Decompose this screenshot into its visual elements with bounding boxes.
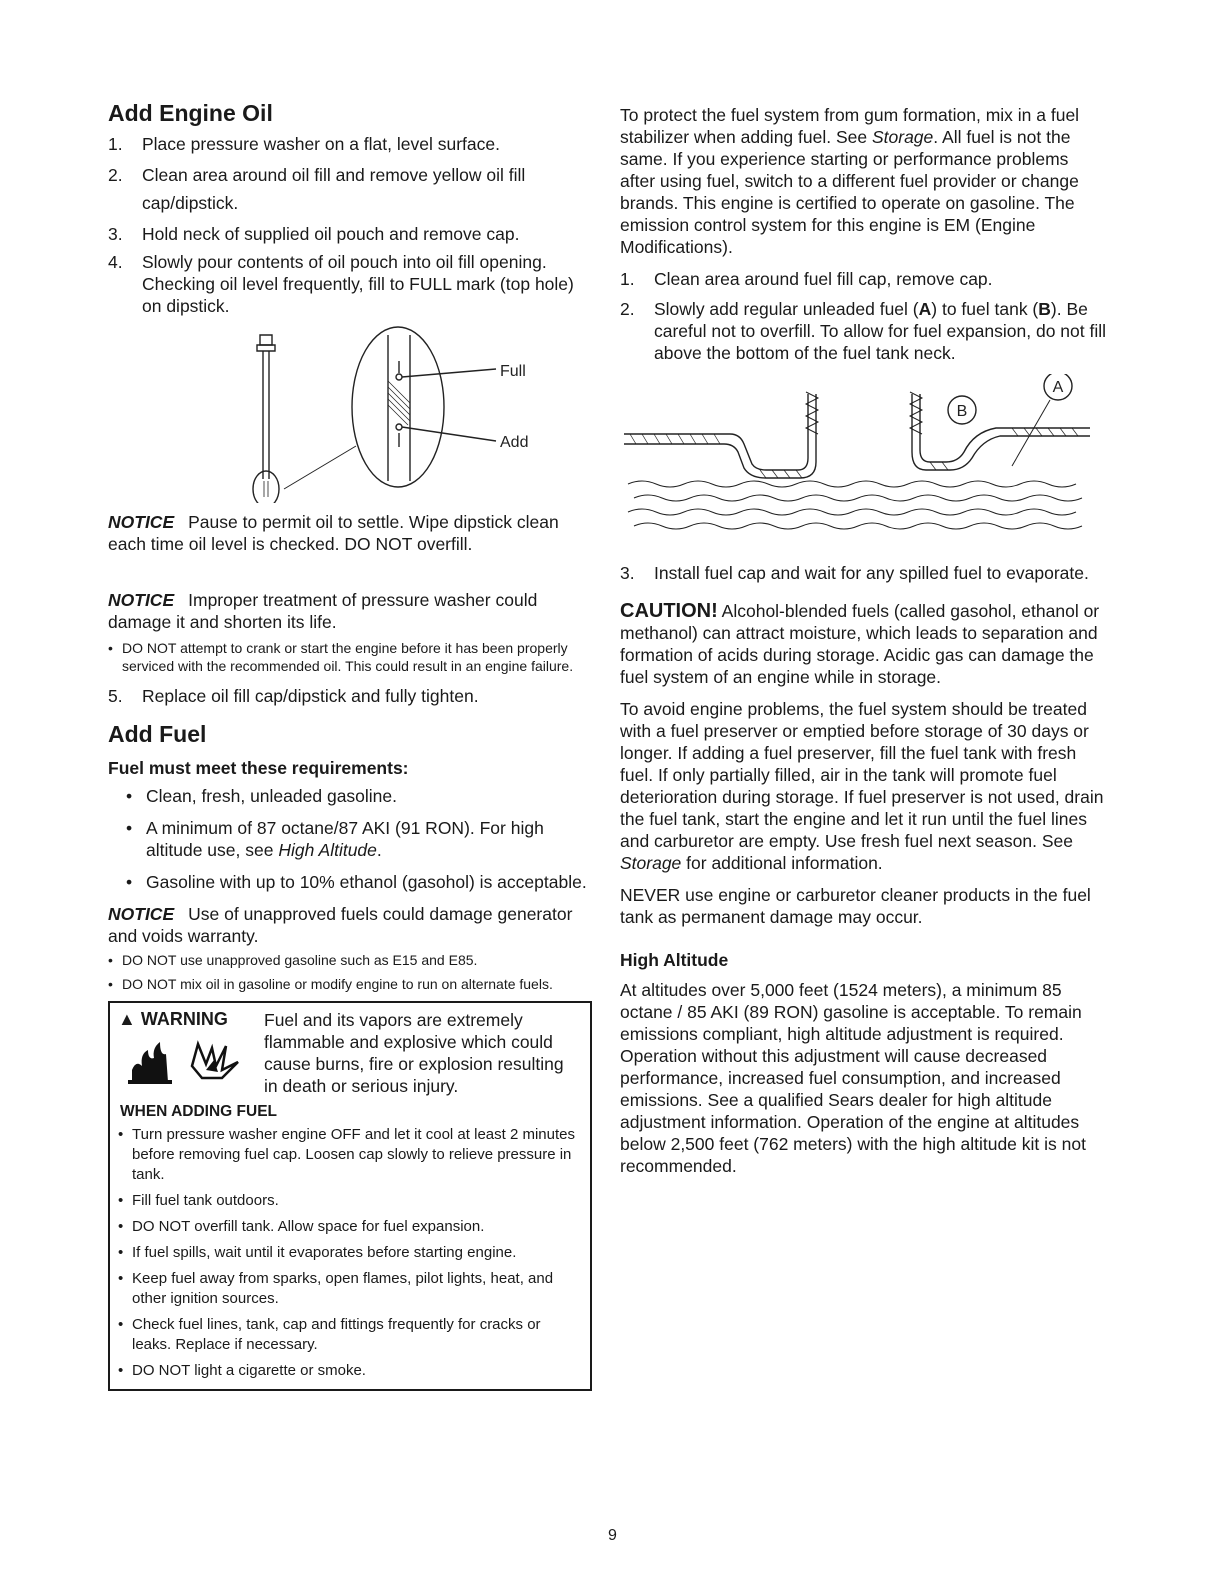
- requirement-text-end: .: [376, 840, 382, 860]
- add-fuel-heading: Add Fuel: [108, 721, 207, 747]
- step-number: 2.: [108, 165, 123, 185]
- intro-text-start: To protect the fuel system from gum formation, mix in a fuel stabilizer when adding fuel. See: [620, 105, 1080, 147]
- warning-box: [108, 1001, 592, 1391]
- step-text: Clean area around fuel fill cap, remove cap.: [654, 269, 993, 289]
- tank-callout-b: B: [1038, 299, 1051, 319]
- step-number: 2.: [620, 299, 635, 319]
- step-text: Slowly pour contents of oil pouch into oil fill opening. Checking oil level frequently, fill to FULL mark (top hole) on dipstick.: [142, 252, 574, 316]
- left-column: [108, 100, 588, 1391]
- bullet-dot: •: [118, 1192, 124, 1209]
- bullet-dot: •: [118, 1244, 124, 1261]
- fuel-step-1: [620, 268, 1108, 290]
- bullet-text: DO NOT light a cigarette or smoke.: [132, 1362, 366, 1379]
- bullet-dot: •: [108, 952, 113, 968]
- never-paragraph: NEVER use engine or carburetor cleaner products in the fuel tank as permanent damage may occur.: [620, 885, 1091, 927]
- avoid-text-end: for additional information.: [681, 853, 883, 873]
- right-column: [620, 104, 1108, 1177]
- fuel-step-3: [620, 562, 1108, 584]
- fuel-label-a: A: [1052, 379, 1064, 396]
- fuel-requirement: [126, 817, 588, 861]
- notice-bullet: [108, 951, 588, 969]
- step-text: Place pressure washer on a flat, level surface.: [142, 134, 500, 154]
- bullet-dot: •: [118, 1218, 124, 1235]
- high-altitude-paragraph: At altitudes over 5,000 feet (1524 meters), a minimum 85 octane / 85 AKI (89 RON) gasoline is acceptable. To remain emissions compliant, high altitude adjustment is required. Operation without this adjustment will cause decreased performance, increased fuel consumption, and increased emissions. See a qualified Sears dealer for high altitude adjustment information. Operation of the engine at altitudes below 2,500 feet (762 meters) with the high altitude kit is not recommended.: [620, 980, 1086, 1176]
- storage-reference: Storage: [620, 853, 682, 873]
- notice-settle: [108, 511, 588, 555]
- notice-text: Pause to permit oil to settle. Wipe dipstick clean each time oil level is checked. DO NOT overfill.: [108, 512, 559, 554]
- when-adding-fuel-heading: WHEN ADDING FUEL: [120, 1103, 277, 1120]
- bullet-text: Turn pressure washer engine OFF and let it cool at least 2 minutes before removing fuel cap. Loosen cap slowly to relieve pressure in tank.: [132, 1126, 575, 1183]
- avoid-problems-paragraph: [620, 698, 1108, 874]
- oil-step-4: [108, 251, 588, 317]
- requirement-text: Clean, fresh, unleaded gasoline.: [146, 786, 398, 806]
- step-text-part: ) to fuel tank (: [931, 299, 1039, 319]
- oil-step-2: [108, 161, 588, 217]
- warning-bullet: [118, 1191, 582, 1211]
- oil-step-5: [108, 685, 588, 707]
- warning-bullet: [118, 1217, 582, 1237]
- bullet-dot: •: [118, 1126, 124, 1143]
- storage-reference: Storage: [871, 127, 934, 147]
- caution-label: CAUTION!: [620, 600, 718, 622]
- add-engine-oil-heading: Add Engine Oil: [108, 100, 273, 126]
- step-text-part: Slowly add regular unleaded fuel (: [654, 299, 919, 319]
- bullet-text: If fuel spills, wait until it evaporates before starting engine.: [132, 1244, 517, 1261]
- notice-unapproved-fuels: [108, 903, 588, 947]
- bullet-text: Keep fuel away from sparks, open flames, pilot lights, heat, and other ignition sources.: [132, 1270, 554, 1307]
- high-altitude-reference: High Altitude: [278, 840, 377, 860]
- fuel-requirement: [126, 871, 588, 893]
- fuel-requirement: [126, 785, 588, 807]
- bullet-dot: •: [126, 786, 133, 806]
- warning-bullet: [118, 1243, 582, 1263]
- warning-label-text: WARNING: [140, 1009, 228, 1029]
- warning-header: [118, 1009, 582, 1097]
- notice-label: NOTICE: [108, 904, 175, 924]
- bullet-text: DO NOT mix oil in gasoline or modify engine to run on alternate fuels.: [122, 976, 553, 992]
- tank-label-b: B: [956, 403, 968, 420]
- bullet-text: DO NOT attempt to crank or start the engine before it has been properly serviced with the recommended oil. This could result in an engine failure.: [122, 640, 574, 674]
- requirement-text: [146, 817, 588, 861]
- bullet-dot: •: [118, 1362, 124, 1379]
- warning-bullet: [118, 1315, 582, 1355]
- fuel-intro: [620, 104, 1108, 258]
- fuel-tank-diagram: [620, 374, 1108, 544]
- notice-text: Use of unapproved fuels could damage generator and voids warranty.: [108, 904, 573, 946]
- fire-explosion-icon: [118, 1030, 248, 1086]
- warning-bullet: [118, 1361, 582, 1381]
- fuel-step-2: [620, 298, 1108, 364]
- add-mark-label: Add: [500, 434, 529, 451]
- step-number: 1.: [620, 269, 635, 289]
- dipstick-diagram: [108, 321, 588, 503]
- step-text: Hold neck of supplied oil pouch and remove cap.: [142, 224, 520, 244]
- bullet-text: DO NOT use unapproved gasoline such as E15 and E85.: [122, 952, 478, 968]
- step-number: 3.: [620, 563, 635, 583]
- warning-text: Fuel and its vapors are extremely flammable and explosive which could cause burns, fire or explosion resulting in death or serious injury.: [264, 1010, 564, 1096]
- notice-label: NOTICE: [108, 590, 175, 610]
- step-text: Replace oil fill cap/dipstick and fully tighten.: [142, 686, 479, 706]
- step-text: [654, 298, 1108, 364]
- warning-label: [118, 1009, 264, 1030]
- avoid-text-start: To avoid engine problems, the fuel system should be treated with a fuel preserver or emptied before storage of 30 days or longer. If adding a fuel preserver, fill the fuel tank with fresh fuel. If only partially filled, air in the tank will promote fuel deterioration during storage. If fuel preserver is not used, drain the fuel tank, start the engine and let it run until the fuel lines and carburetor are empty. Use fresh fuel next season. See: [620, 699, 1104, 851]
- fuel-requirements-heading: Fuel must meet these requirements:: [108, 758, 409, 778]
- step-number: 4.: [108, 252, 123, 272]
- high-altitude-heading: High Altitude: [620, 950, 729, 970]
- bullet-text: Check fuel lines, tank, cap and fittings frequently for cracks or leaks. Replace if necessary.: [132, 1316, 541, 1353]
- warning-bullet: [118, 1125, 582, 1185]
- bullet-dot: •: [108, 640, 113, 656]
- step-number: 1.: [108, 134, 123, 154]
- notice-bullet: [108, 639, 588, 675]
- notice-text: Improper treatment of pressure washer could damage it and shorten its life.: [108, 590, 538, 632]
- page-number: 9: [608, 1527, 617, 1544]
- warning-bullet: [118, 1269, 582, 1309]
- notice-bullet: [108, 975, 588, 993]
- oil-step-3: [108, 223, 588, 245]
- requirement-text: Gasoline with up to 10% ethanol (gasohol) is acceptable.: [146, 872, 587, 892]
- step-text: Clean area around oil fill and remove yellow oil fill cap/dipstick.: [142, 165, 526, 213]
- intro-text-end: . All fuel is not the same. If you experience starting or performance problems after using fuel, switch to a different fuel provider or change brands. This engine is certified to operate on gasoline. The emission control system for this engine is EM (Engine Modifications).: [620, 127, 1079, 257]
- requirement-text-start: A minimum of 87 octane/87 AKI (91 RON). For high altitude use, see: [146, 818, 544, 860]
- warning-triangle-icon: ▲: [118, 1009, 136, 1029]
- step-number: 5.: [108, 686, 123, 706]
- step-text: Install fuel cap and wait for any spilled fuel to evaporate.: [654, 563, 1089, 583]
- bullet-dot: •: [118, 1316, 124, 1333]
- full-mark-label: Full: [500, 363, 526, 380]
- notice-label: NOTICE: [108, 512, 175, 532]
- caution-paragraph: [620, 600, 1108, 688]
- notice-improper: [108, 589, 588, 633]
- bullet-dot: •: [126, 818, 133, 838]
- caution-text: Alcohol-blended fuels (called gasohol, ethanol or methanol) can attract moisture, which leads to separation and formation of acids during storage. Acidic gas can damage the fuel system of an engine while in storage.: [620, 601, 1100, 687]
- fuel-callout-a: A: [918, 299, 932, 319]
- oil-step-1: [108, 133, 588, 155]
- bullet-text: DO NOT overfill tank. Allow space for fuel expansion.: [132, 1218, 485, 1235]
- warning-label-block: [118, 1009, 264, 1097]
- bullet-dot: •: [118, 1270, 124, 1287]
- step-number: 3.: [108, 224, 123, 244]
- bullet-dot: •: [108, 976, 113, 992]
- bullet-dot: •: [126, 872, 133, 892]
- step-text-part: ). Be careful not to overfill. To allow for fuel expansion, do not fill above the bottom of the fuel tank neck.: [654, 299, 1107, 363]
- bullet-text: Fill fuel tank outdoors.: [132, 1192, 279, 1209]
